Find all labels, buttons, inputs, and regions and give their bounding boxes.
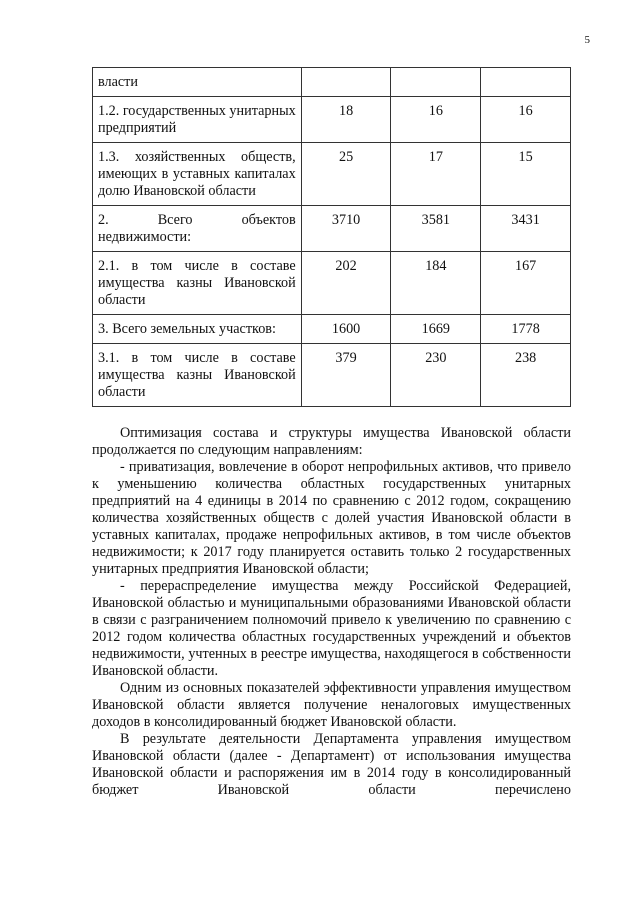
paragraph: В результате деятельности Департамента управления имуществом Ивановской области (далее - Департамент) от использования имущества Ивановской области и распоряжения им в 2014 году в консолидированный бюджет Ивановской области перечислено (92, 731, 571, 798)
row-label: 1.2. государственных унитарных предприятий (93, 97, 302, 143)
paragraph: - приватизация, вовлечение в оборот непрофильных активов, что привело к уменьшению количества областных государственных унитарных предприятий на 4 единицы в 2014 по сравнению с 2012 годом, сокращению количества хозяйственных обществ с долей участия Ивановской области в уставных капиталах, продаже непрофильных активов, в том числе объектов недвижимости; к 2017 году планируется оставить только 2 государственных унитарных предприятия Ивановской области; (92, 459, 571, 577)
row-label: 3.1. в том числе в составе имущества казны Ивановской области (93, 344, 302, 407)
body-text (92, 425, 571, 799)
value-cell: 17 (391, 143, 481, 206)
paragraph: - перераспределение имущества между Российской Федерацией, Ивановской областью и муниципальными образованиями Ивановской области в связи с разграничением полномочий привело к увеличению по сравнению с 2012 годом количества областных государственных учреждений и объектов недвижимости, учтенных в реестре имущества, находящегося в собственности Ивановской области. (92, 578, 571, 679)
value-cell: 15 (481, 143, 571, 206)
table-row (93, 315, 571, 344)
value-cell: 184 (391, 252, 481, 315)
value-cell: 238 (481, 344, 571, 407)
value-cell (391, 68, 481, 97)
table-row (93, 143, 571, 206)
table-row (93, 97, 571, 143)
row-label: 2. Всего объектов недвижимости: (93, 206, 302, 252)
table-row (93, 252, 571, 315)
row-label: власти (93, 68, 302, 97)
row-label: 2.1. в том числе в составе имущества казны Ивановской области (93, 252, 302, 315)
value-cell: 16 (481, 97, 571, 143)
row-label: 3. Всего земельных участков: (93, 315, 302, 344)
value-cell: 25 (301, 143, 391, 206)
value-cell (481, 68, 571, 97)
value-cell: 3431 (481, 206, 571, 252)
table-row (93, 344, 571, 407)
table-row (93, 68, 571, 97)
paragraph: Одним из основных показателей эффективности управления имуществом Ивановской области является получение неналоговых имущественных доходов в консолидированный бюджет Ивановской области. (92, 680, 571, 730)
table-row (93, 206, 571, 252)
value-cell: 1600 (301, 315, 391, 344)
page-number: 5 (584, 34, 590, 46)
value-cell: 18 (301, 97, 391, 143)
paragraph: Оптимизация состава и структуры имущества Ивановской области продолжается по следующим направлениям: (92, 425, 571, 458)
value-cell: 3581 (391, 206, 481, 252)
value-cell: 3710 (301, 206, 391, 252)
value-cell: 1669 (391, 315, 481, 344)
value-cell: 230 (391, 344, 481, 407)
value-cell: 1778 (481, 315, 571, 344)
value-cell: 379 (301, 344, 391, 407)
value-cell: 16 (391, 97, 481, 143)
value-cell: 167 (481, 252, 571, 315)
property-table (92, 67, 571, 407)
value-cell: 202 (301, 252, 391, 315)
row-label: 1.3. хозяйственных обществ, имеющих в уставных капиталах долю Ивановской области (93, 143, 302, 206)
value-cell (301, 68, 391, 97)
